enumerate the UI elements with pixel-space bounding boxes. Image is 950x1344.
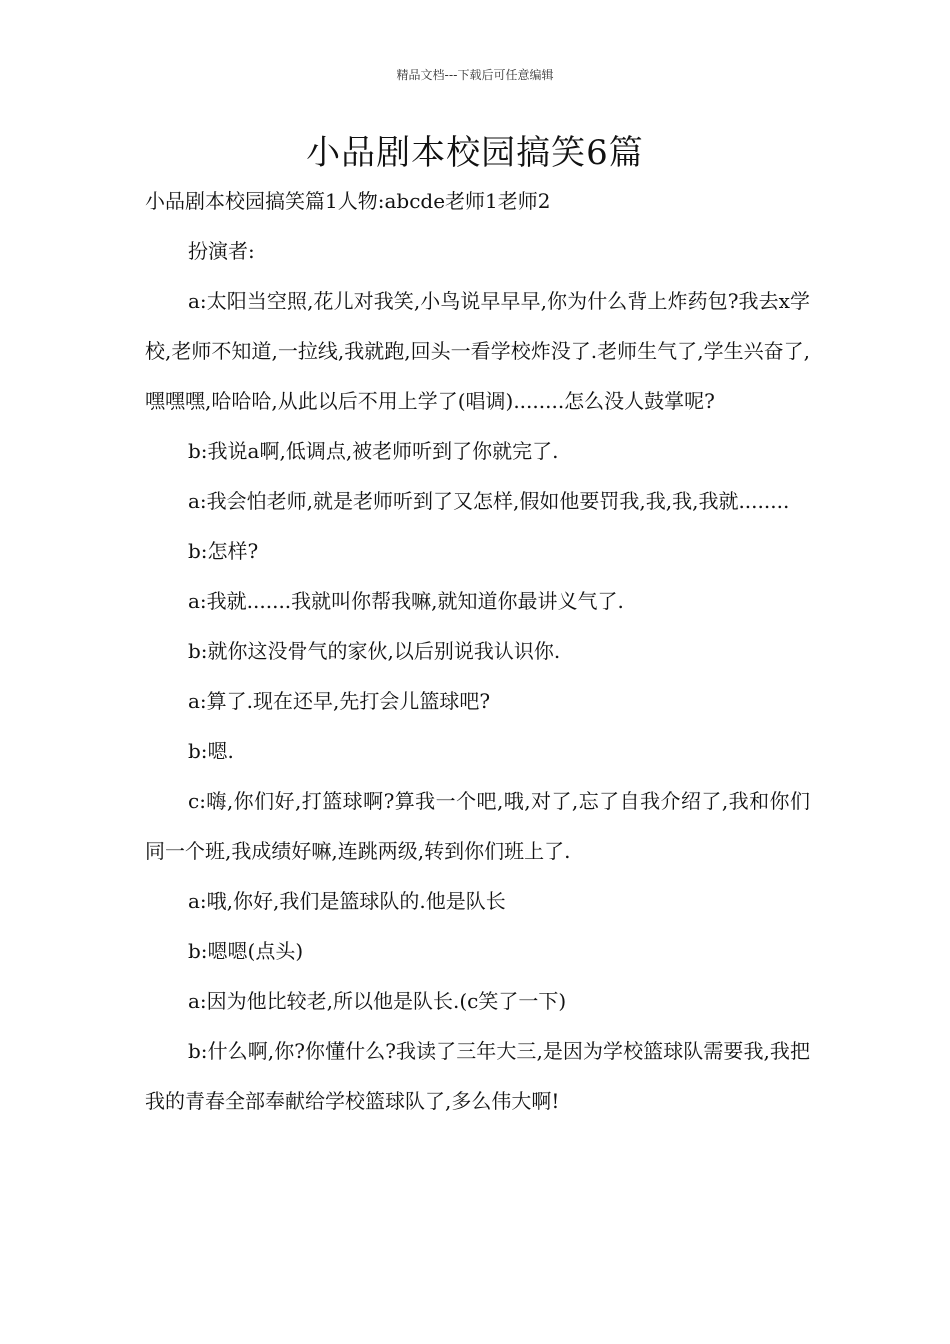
paragraph: b:我说a啊,低调点,被老师听到了你就完了. xyxy=(188,439,559,463)
page-header: 精品文档---下载后可任意编辑 xyxy=(396,68,554,82)
paragraph: b:就你这没骨气的家伙,以后别说我认识你. xyxy=(188,639,561,663)
document-body xyxy=(145,176,810,1126)
paragraph: a:哦,你好,我们是篮球队的.他是队长 xyxy=(188,889,506,913)
paragraph: 小品剧本校园搞笑篇1人物:abcde老师1老师2 xyxy=(145,189,551,213)
paragraph: b:嗯. xyxy=(188,739,234,763)
document-title: 小品剧本校园搞笑6篇 xyxy=(306,133,644,173)
paragraph: b:什么啊,你?你懂什么?我读了三年大三,是因为学校篮球队需要我,我把我的青春全部奉献给学校篮球队了,多么伟大啊! xyxy=(145,1039,810,1113)
paragraph: a:算了.现在还早,先打会儿篮球吧? xyxy=(188,689,491,713)
paragraph: b:嗯嗯(点头) xyxy=(188,939,304,963)
paragraph: a:因为他比较老,所以他是队长.(c笑了一下) xyxy=(188,989,567,1013)
paragraph: a:太阳当空照,花儿对我笑,小鸟说早早早,你为什么背上炸药包?我去x学校,老师不知道,一拉线,我就跑,回头一看学校炸没了.老师生气了,学生兴奋了,嘿嘿嘿,哈哈哈,从此以后不用上学了(唱调)........怎么没人鼓掌呢? xyxy=(145,289,810,413)
paragraph: c:嗨,你们好,打篮球啊?算我一个吧,哦,对了,忘了自我介绍了,我和你们同一个班,我成绩好嘛,连跳两级,转到你们班上了. xyxy=(145,789,810,863)
paragraph: a:我就.......我就叫你帮我嘛,就知道你最讲义气了. xyxy=(188,589,624,613)
paragraph: a:我会怕老师,就是老师听到了又怎样,假如他要罚我,我,我,我就........ xyxy=(188,489,790,513)
paragraph: 扮演者: xyxy=(188,239,255,263)
paragraph: b:怎样? xyxy=(188,539,259,563)
